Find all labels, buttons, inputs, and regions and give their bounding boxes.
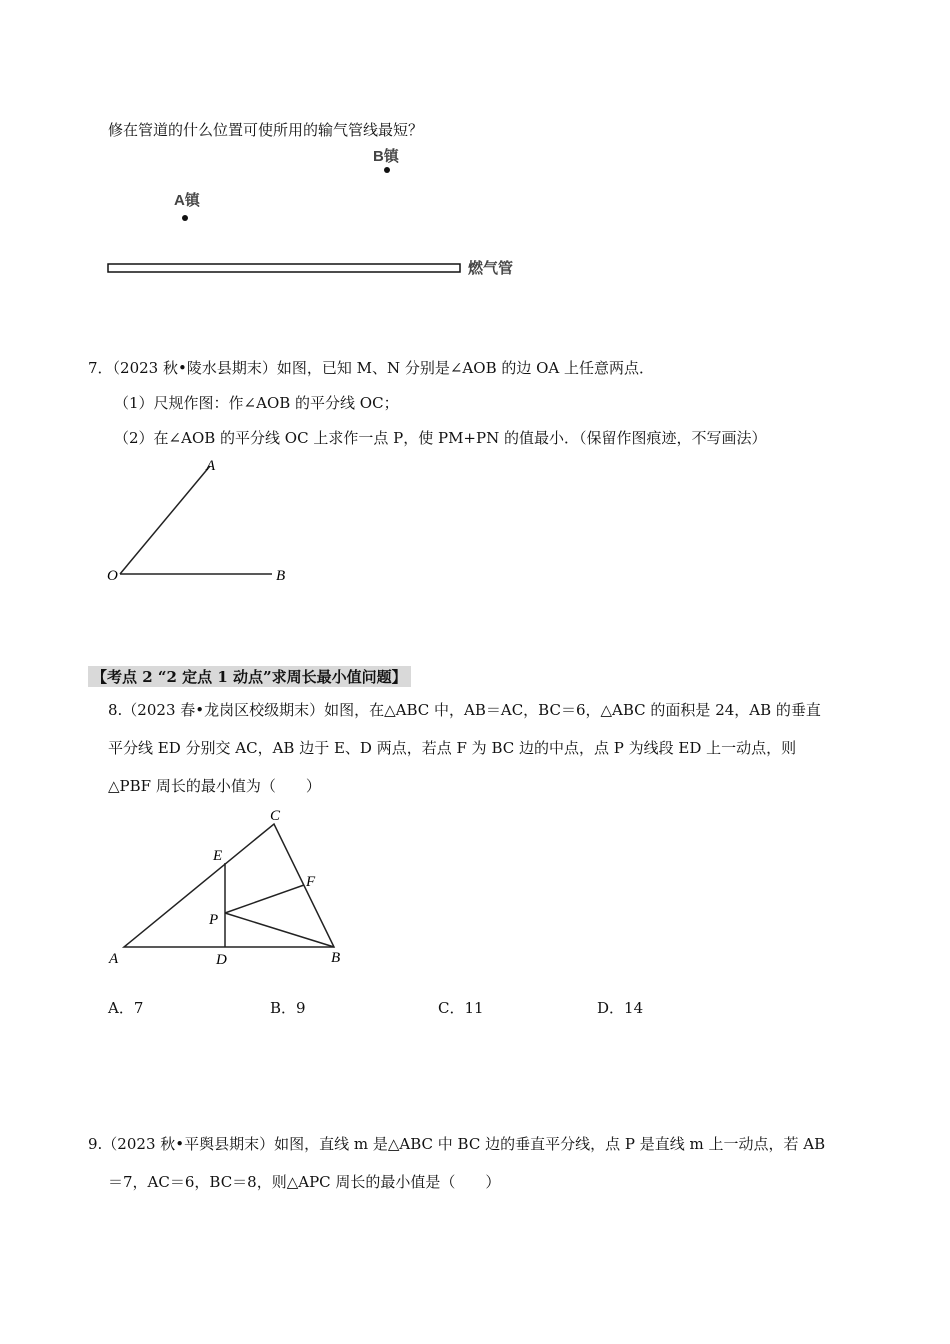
q8-triangle-figure (100, 800, 360, 970)
gas-pipe-label: 燃气管 (468, 260, 514, 277)
q7-source: （2023 秋•陵水县期末） (112, 359, 277, 377)
q6-figure (100, 140, 540, 285)
q8-option-d: D．14 (597, 999, 644, 1017)
q9-line2: ＝7，AC＝6，BC＝8，则△APC 周长的最小值是（ ） (108, 1173, 501, 1191)
label-b: B (276, 568, 286, 584)
gas-pipe (108, 264, 460, 272)
q8-line2: 平分线 ED 分别交 AC，AB 边于 E、D 两点，若点 F 为 BC 边的中点，点 P 为线段 ED 上一动点，则 (108, 739, 797, 757)
q8-option-a: A．7 (108, 999, 144, 1017)
town-b-label: B镇 (373, 148, 399, 165)
q7-part1: （1）尺规作图：作∠AOB 的平分线 OC； (114, 394, 399, 412)
label-f: F (306, 874, 316, 890)
segment-pb (225, 913, 334, 947)
q7-number: 7． (88, 359, 113, 377)
q9-line1: 9.（2023 秋•平舆县期末）如图，直线 m 是△ABC 中 BC 边的垂直平分线，点 P 是直线 m 上一动点，若 AB (88, 1135, 826, 1153)
town-a-label: A镇 (174, 192, 200, 209)
q6-text: 修在管道的什么位置可使所用的输气管线最短？ (108, 121, 424, 139)
label-o: O (107, 568, 118, 584)
label-e: E (213, 848, 223, 864)
ray-oa (120, 466, 210, 574)
q8-line3: △PBF 周长的最小值为（ ） (108, 777, 321, 795)
label-p: P (209, 912, 219, 928)
kaodian-2-heading: 【考点 2 “2 定点 1 动点”求周长最小值问题】 (88, 666, 411, 687)
q8-line1: 8.（2023 春•龙岗区校级期末）如图，在△ABC 中，AB＝AC，BC＝6，△ABC 的面积是 24，AB 的垂直 (108, 701, 821, 719)
q7-stem-text: 如图，已知 M、N 分别是∠AOB 的边 OA 上任意两点． (276, 359, 655, 377)
q7-part2: （2）在∠AOB 的平分线 OC 上求作一点 P，使 PM+PN 的值最小．（保留作图痕迹，不写画法） (114, 429, 767, 447)
label-d: D (216, 952, 227, 968)
label-a: A (206, 458, 216, 474)
label-b: B (331, 950, 341, 966)
town-b-point (384, 167, 390, 173)
label-a: A (109, 951, 119, 967)
q8-option-b: B．9 (270, 999, 306, 1017)
segment-pf (225, 885, 304, 913)
q7-angle-figure (100, 452, 300, 587)
town-a-point (182, 215, 188, 221)
q7-stem (88, 357, 654, 378)
q8-option-c: C．11 (438, 999, 484, 1017)
label-c: C (270, 808, 281, 824)
